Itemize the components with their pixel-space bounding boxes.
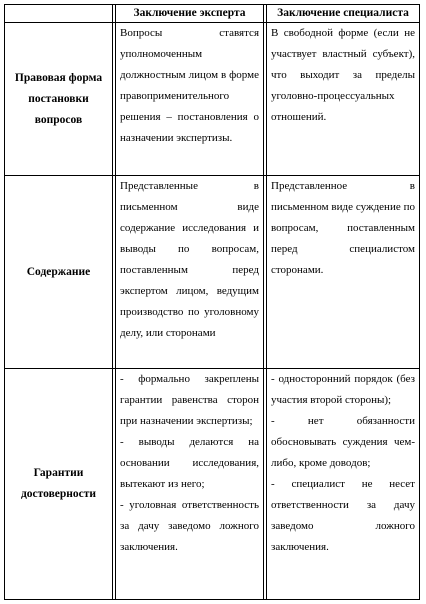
cell-paragraph: В свободной форме (если не участвует властный субъект), что выходит за пределы уголовно-процессуальных отношений.: [271, 27, 415, 123]
cell-paragraph: - односторонний порядок (без участия второй стороны);: [271, 373, 415, 406]
row-label-text: Гарантии достоверности: [20, 467, 97, 500]
cell-paragraph: Представленное в письменном виде суждение по вопросам, поставленным перед специалистом сторонами.: [271, 180, 415, 276]
cell-paragraph: - уголовная ответственность за дачу заведомо ложного заключения.: [120, 499, 259, 553]
table-border-bottom: [4, 599, 420, 600]
row-label-content: [5, 176, 112, 368]
cell-specialist-guarantees: [267, 369, 419, 599]
cell-paragraph: - формально закреплены гарантии равенства сторон при назначении экспертизы;: [120, 373, 259, 427]
comparison-table: [4, 4, 420, 600]
cell-expert-content: [116, 176, 263, 368]
row-label-text: Содержание: [26, 265, 91, 278]
table-border-right: [419, 4, 420, 600]
header-empty-cell: [5, 6, 112, 22]
table-border-top: [4, 4, 420, 5]
cell-expert-legal-form: [116, 23, 263, 175]
cell-paragraph: Представленные в письменном виде содержание исследования и выводы по вопросам, поставленным перед экспертом лицом, ведущим производство по уголовному делу, или сторонами: [120, 180, 259, 339]
column-divider-1a: [112, 4, 113, 600]
cell-specialist-content: [267, 176, 419, 368]
row-label-text: Правовая форма постановки вопросов: [14, 71, 103, 126]
column-divider-2a: [263, 4, 264, 600]
cell-expert-guarantees: [116, 369, 263, 599]
cell-paragraph: Вопросы ставятся уполномоченным должностным лицом в форме правоприменительного решения – постановления о назначении экспертизы.: [120, 27, 259, 144]
header-expert-opinion: Заключение эксперта: [133, 7, 246, 19]
cell-paragraph: - специалист не несет ответственности за дачу заведомо ложного заключения.: [271, 478, 415, 553]
cell-paragraph: - выводы делаются на основании исследования, вытекают из него;: [120, 436, 259, 490]
cell-specialist-legal-form: [267, 23, 419, 175]
row-label-legal-form: [5, 23, 112, 175]
cell-paragraph: - нет обязанности обосновывать суждения чем-либо, кроме доводов;: [271, 415, 415, 469]
row-label-reliability-guarantees: [5, 369, 112, 599]
header-specialist-opinion: Заключение специалиста: [277, 7, 409, 19]
